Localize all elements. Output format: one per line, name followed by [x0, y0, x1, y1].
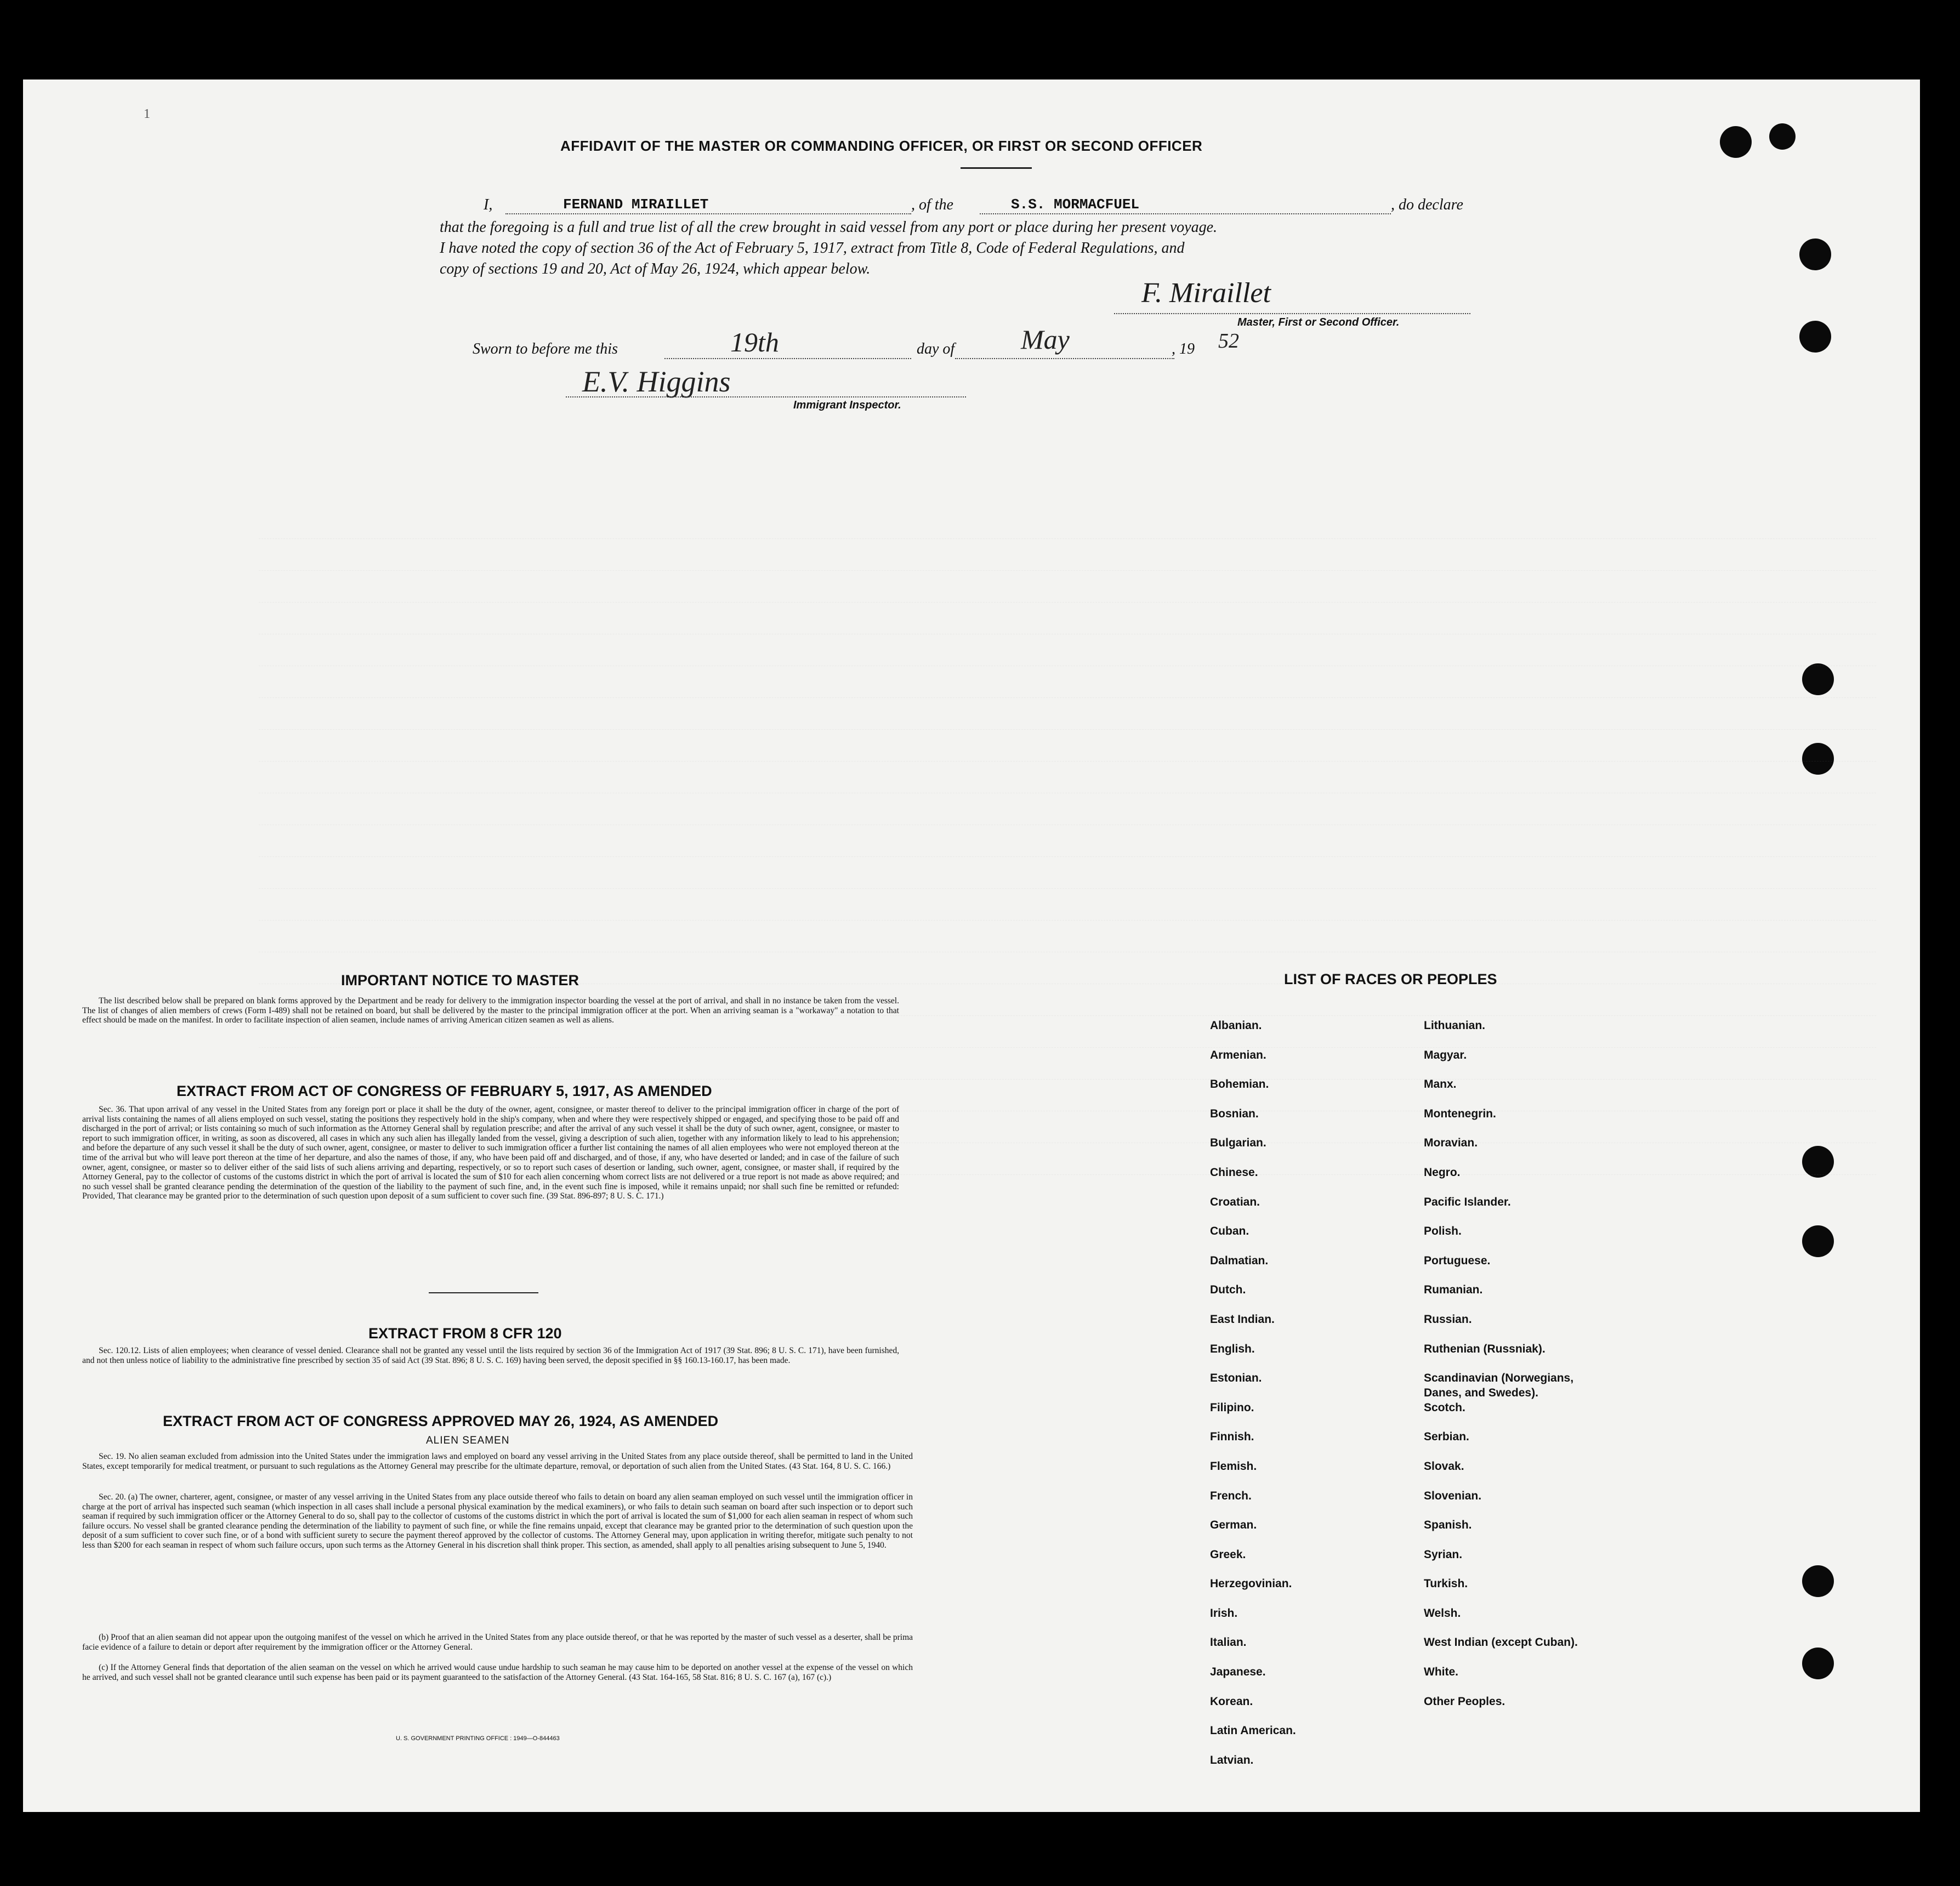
master-name: FERNAND MIRAILLET	[563, 196, 709, 213]
race-item: Armenian.	[1210, 1048, 1266, 1061]
inspector-signature-line	[566, 396, 966, 397]
race-item: Scandinavian (Norwegians, Danes, and Swedes).	[1424, 1372, 1574, 1400]
race-item: Greek.	[1210, 1548, 1246, 1561]
year-prefix: , 19	[1172, 340, 1195, 357]
race-item: Dutch.	[1210, 1283, 1246, 1297]
race-item: Bosnian.	[1210, 1107, 1259, 1120]
races-left-column	[1210, 1018, 1296, 1782]
race-item: Albanian.	[1210, 1019, 1262, 1032]
master-name-line	[505, 213, 911, 214]
affidavit-title: AFFIDAVIT OF THE MASTER OR COMMANDING OFFICER, OR FIRST OR SECOND OFFICER	[560, 138, 1203, 154]
race-item: English.	[1210, 1342, 1255, 1355]
race-item: Dalmatian.	[1210, 1254, 1269, 1267]
punch-hole	[1720, 126, 1752, 158]
punch-hole	[1802, 1225, 1834, 1257]
notice-heading: IMPORTANT NOTICE TO MASTER	[341, 972, 579, 989]
section-rule	[429, 1292, 538, 1293]
alien-seamen-subheading: ALIEN SEAMEN	[426, 1435, 510, 1446]
extract-1924-heading: EXTRACT FROM ACT OF CONGRESS APPROVED MAY 26, 1924, AS AMENDED	[163, 1413, 719, 1429]
race-item: Syrian.	[1424, 1548, 1463, 1561]
race-item: Latin American.	[1210, 1724, 1296, 1737]
notice-text: The list described below shall be prepared on blank forms approved by the Department and be ready for delivery to the immigration inspector boarding the vessel at the port of arrival, and shall in no instance be taken from the vessel. The list of changes of alien members of crews (Form I-489) shall not be retained on board, but shall be delivered by the master to the principal immigration officer at the port. When an arriving seaman is a "workaway" a notation to that effect should be made on the manifest. In order to facilitate inspection of alien seamen, include names of arriving American citizen seamen as well as aliens.	[82, 996, 899, 1025]
race-item: Welsh.	[1424, 1606, 1461, 1620]
punch-hole	[1799, 321, 1831, 353]
extract-1924-sec19: Sec. 19. No alien seaman excluded from admission into the United States under the immigration laws and employed on board any vessel arriving in the United States from any place outside thereof, shall be permitted to land in the United States, except temporarily for medical treatment, or pursuant to such regulations as the Attorney General may prescribe for the ultimate departure, removal, or deportation of such alien from the United States. (43 Stat. 164, 8 U. S. C. 166.)	[82, 1452, 913, 1471]
i-label: I,	[484, 196, 493, 213]
title-rule	[961, 167, 1032, 169]
race-item: Bohemian.	[1210, 1078, 1269, 1091]
race-item: Russian.	[1424, 1313, 1472, 1326]
do-declare-label: , do declare	[1391, 196, 1463, 213]
inspector-caption: Immigrant Inspector.	[793, 399, 901, 411]
master-signature: F. Miraillet	[1141, 277, 1271, 309]
inspector-signature: E.V. Higgins	[582, 365, 731, 398]
race-item: Magyar.	[1424, 1048, 1467, 1061]
extract-cfr-heading: EXTRACT FROM 8 CFR 120	[368, 1325, 562, 1342]
race-item: German.	[1210, 1519, 1257, 1532]
race-item: Slovenian.	[1424, 1489, 1482, 1502]
races-heading: LIST OF RACES OR PEOPLES	[1284, 971, 1497, 987]
extract-cfr-text: Sec. 120.12. Lists of alien employees; when clearance of vessel denied. Clearance shall not be granted any vessel until the lists required by section 36 of the Immigration Act of 1917 (39 Stat. 896; 8 U. S. C. 171), have been furnished, and not then unless notice of liability to the administrative fine prescribed by section 35 of said Act (39 Stat. 896; 8 U. S. C. 169) having been served, the deposit specified in §§ 160.13-160.17, has been made.	[82, 1346, 899, 1365]
race-item: White.	[1424, 1666, 1458, 1679]
declaration-line-1	[484, 196, 492, 214]
sworn-month: May	[1021, 324, 1070, 355]
race-item: Chinese.	[1210, 1166, 1258, 1179]
race-item: Croatian.	[1210, 1195, 1260, 1208]
vessel-name: S.S. MORMACFUEL	[1011, 196, 1140, 213]
punch-hole	[1802, 1565, 1834, 1597]
race-item: Pacific Islander.	[1424, 1195, 1511, 1208]
race-item: Serbian.	[1424, 1430, 1469, 1444]
race-item: Korean.	[1210, 1695, 1253, 1708]
race-item: Rumanian.	[1424, 1283, 1483, 1297]
race-item: Portuguese.	[1424, 1254, 1491, 1267]
punch-hole	[1769, 123, 1796, 150]
extract-1917-heading: EXTRACT FROM ACT OF CONGRESS OF FEBRUARY 5, 1917, AS AMENDED	[177, 1083, 712, 1099]
of-the-label: , of the	[911, 196, 953, 213]
sworn-year: 52	[1218, 330, 1239, 353]
race-item: Latvian.	[1210, 1753, 1254, 1766]
race-item: Cuban.	[1210, 1225, 1249, 1238]
race-item: Bulgarian.	[1210, 1137, 1266, 1150]
declaration-line-3: I have noted the copy of section 36 of the Act of February 5, 1917, extract from Title 8, Code of Federal Regulations, and	[440, 240, 1185, 257]
race-item: Filipino.	[1210, 1401, 1254, 1414]
race-item: Other Peoples.	[1424, 1695, 1505, 1708]
race-item: East Indian.	[1210, 1313, 1275, 1326]
race-item: Polish.	[1424, 1225, 1462, 1238]
race-item: Manx.	[1424, 1078, 1457, 1091]
extract-1917-text: Sec. 36. That upon arrival of any vessel in the United States from any foreign port or place it shall be the duty of the owner, agent, consignee, or master thereof to deliver to the principal immigration officer in charge of the port of arrival lists containing the names of all aliens employed on such vessel, stating the positions they respectively hold in the ship's company, when and where they were respectively shipped or engaged, and specifying those to be paid off and discharged in the port of arrival; or lists containing so much of such information as the Attorney General shall by regulation prescribe; and after the arrival of any such vessel it shall be the duty of such owner, agent, consignee, or master to report to such immigration officer, in writing, as soon as discovered, all cases in which any such alien has illegally landed from the vessel, giving a description of such alien, together with any information likely to lead to his apprehension; and before the departure of any such vessel it shall be the duty of such owner, agent, consignee, or master to deliver to such immigration officer a further list containing the names of all alien employees who were not employed thereon at the time of the arrival but who will leave port thereon at the time of her departure, and also the names of those, if any, who have been paid off and discharged, and of those, if any, who have deserted or landed; and in case of the failure of such owner, agent, consignee, or master so to deliver either of the said lists of such aliens arriving and departing, respectively, or so to report such cases of desertion or landing, such owner, agent, consignee, or master shall, if required by the Attorney General, pay to the collector of customs of the customs district in which the port of arrival is located the sum of $10 for each alien concerning whom correct lists are not delivered or a true report is not made as above required; and no such vessel shall be granted clearance pending the determination of the question of the liability to the payment of such fine, and, in the event such fine is imposed, while it remains unpaid; nor shall such fine be remitted or refunded: Provided, That clearance may be granted prior to the determination of such question upon deposit of a sum sufficient to cover such fine. (39 Stat. 896-897; 8 U. S. C. 171.)	[82, 1105, 899, 1201]
declaration-line-2: that the foregoing is a full and true list of all the crew brought in said vessel from any port or place during her present voyage.	[440, 219, 1218, 236]
race-item: Scotch.	[1424, 1401, 1465, 1414]
sworn-month-line	[955, 358, 1174, 359]
races-right-column	[1424, 1018, 1578, 1723]
sworn-day-line	[664, 358, 911, 359]
extract-1924-sec20a: Sec. 20. (a) The owner, charterer, agent, consignee, or master of any vessel arriving in the United States from any place outside thereof who fails to detain on board any alien seaman employed on such vessel until the immigration officer in charge at the port of arrival has inspected such seaman (which inspection in all cases shall include a personal physical examination by the medical examiners), or who fails to detain such seaman on board after such inspection or to deport such seaman if required by such immigration officer or the Attorney General to do so, shall pay to the collector of customs of the customs district in which the port of arrival is located the sum of $1,000 for each alien seaman in respect of whom such failure occurs. No vessel shall be granted clearance pending the determination of the liability to payment of such fine, or while the fine remains unpaid, except that clearance may be granted prior to the determination of such question upon the deposit of a sum sufficient to cover such fine, or of a bond with sufficient surety to secure the payment thereof approved by the collector of customs. The Attorney General may, upon application in writing therefor, mitigate such penalty to not less than $200 for each seaman in respect of whom such failure occurs, upon such terms as the Attorney General in his discretion shall think proper. This section, as amended, shall apply to all penalties arising subsequent to June 5, 1940.	[82, 1492, 913, 1550]
sworn-label: Sworn to before me this	[473, 340, 618, 357]
race-item: Ruthenian (Russniak).	[1424, 1342, 1546, 1355]
race-item: Estonian.	[1210, 1372, 1262, 1385]
day-of-label: day of	[917, 340, 955, 357]
race-item: Spanish.	[1424, 1519, 1472, 1532]
race-item: Japanese.	[1210, 1666, 1266, 1679]
extract-1924-sec20b: (b) Proof that an alien seaman did not appear upon the outgoing manifest of the vessel on which he arrived in the United States from any place outside thereof, or that he was reported by the master of such vessel as a deserter, shall be prima facie evidence of a failure to detain or deport after requirement by the immigration officer or the Attorney General.	[82, 1633, 913, 1652]
punch-hole	[1799, 238, 1831, 270]
race-item: Herzegovinian.	[1210, 1577, 1292, 1590]
race-item: Flemish.	[1210, 1459, 1257, 1473]
master-signature-line	[1114, 313, 1470, 314]
page-corner-mark: 1	[144, 107, 150, 121]
race-item: West Indian (except Cuban).	[1424, 1636, 1578, 1649]
punch-hole	[1802, 1648, 1834, 1679]
race-item: Italian.	[1210, 1636, 1247, 1649]
race-item: Moravian.	[1424, 1137, 1478, 1150]
master-caption: Master, First or Second Officer.	[1237, 316, 1400, 328]
race-item: French.	[1210, 1489, 1252, 1502]
race-item: Montenegrin.	[1424, 1107, 1496, 1120]
extract-1924-sec20c: (c) If the Attorney General finds that deportation of the alien seaman on the vessel on which he arrived would cause undue hardship to such seaman he may cause him to be deported on another vessel at the expense of the vessel on which he arrived, and such vessel shall not be granted clearance until such expense has been paid or its payment guaranteed to the satisfaction of the Attorney General. (43 Stat. 164-165, 58 Stat. 816; 8 U. S. C. 167 (a), 167 (c).)	[82, 1663, 913, 1682]
race-item: Irish.	[1210, 1606, 1238, 1620]
vessel-name-line	[980, 213, 1391, 214]
sworn-day: 19th	[730, 327, 779, 357]
declaration-line-4: copy of sections 19 and 20, Act of May 26, 1924, which appear below.	[440, 260, 871, 277]
bleed-through-crew-list	[259, 507, 1876, 1176]
race-item: Turkish.	[1424, 1577, 1468, 1590]
race-item: Negro.	[1424, 1166, 1461, 1179]
race-item: Slovak.	[1424, 1459, 1464, 1473]
printer-imprint: U. S. GOVERNMENT PRINTING OFFICE : 1949—O-844463	[396, 1735, 560, 1742]
race-item: Lithuanian.	[1424, 1019, 1485, 1032]
race-item: Finnish.	[1210, 1430, 1254, 1444]
document-page	[23, 79, 1920, 1812]
